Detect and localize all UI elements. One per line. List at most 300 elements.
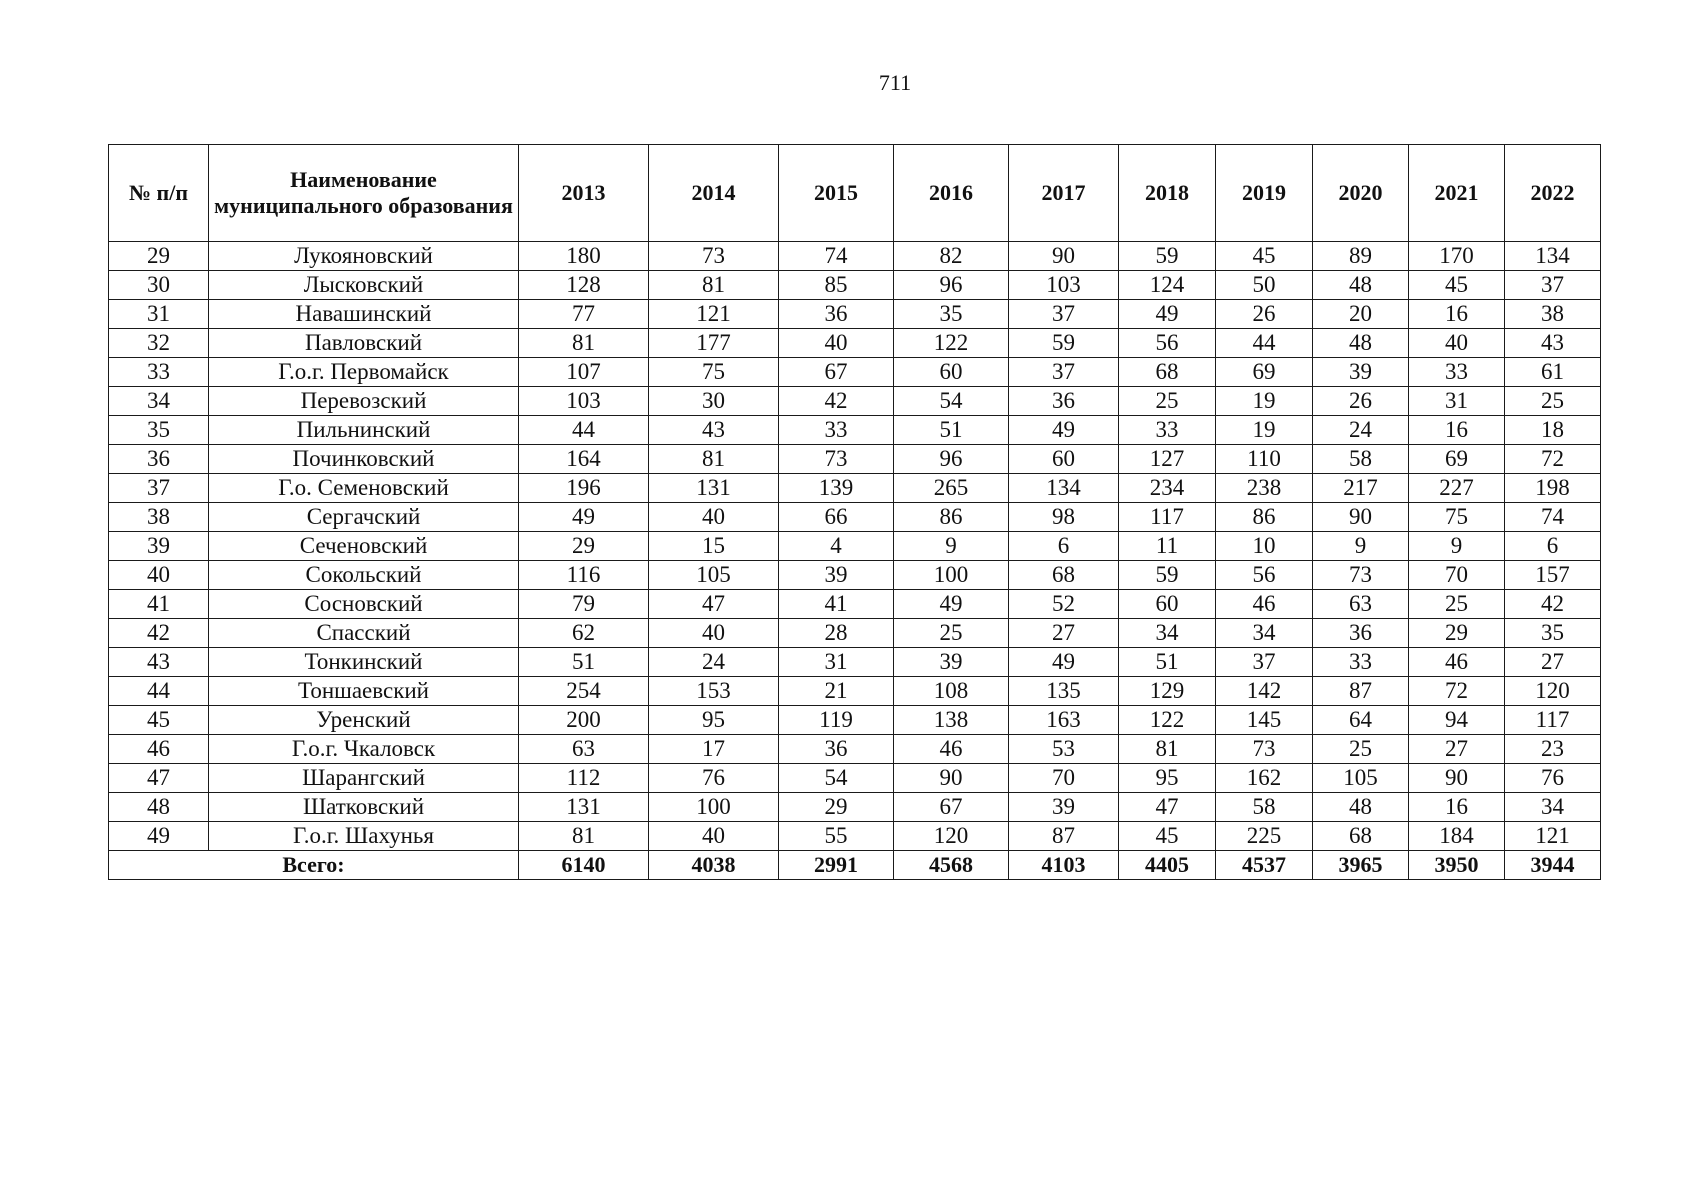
value-cell: 18 [1505, 416, 1601, 445]
value-cell: 120 [1505, 677, 1601, 706]
header-year: 2022 [1505, 145, 1601, 242]
value-cell: 70 [1409, 561, 1505, 590]
value-cell: 170 [1409, 242, 1505, 271]
value-cell: 127 [1119, 445, 1216, 474]
value-cell: 48 [1313, 271, 1409, 300]
total-value-cell: 4405 [1119, 851, 1216, 880]
value-cell: 86 [894, 503, 1009, 532]
municipality-name-cell: Сосновский [209, 590, 519, 619]
table-row [109, 590, 1601, 619]
value-cell: 110 [1216, 445, 1313, 474]
value-cell: 196 [519, 474, 649, 503]
value-cell: 81 [649, 271, 779, 300]
value-cell: 107 [519, 358, 649, 387]
value-cell: 75 [1409, 503, 1505, 532]
table-row [109, 677, 1601, 706]
municipality-name-cell: Лукояновский [209, 242, 519, 271]
value-cell: 36 [779, 300, 894, 329]
total-value-cell: 6140 [519, 851, 649, 880]
value-cell: 72 [1409, 677, 1505, 706]
value-cell: 142 [1216, 677, 1313, 706]
municipality-name-cell: Г.о.г. Чкаловск [209, 735, 519, 764]
table-row [109, 271, 1601, 300]
value-cell: 52 [1009, 590, 1119, 619]
value-cell: 33 [1409, 358, 1505, 387]
value-cell: 89 [1313, 242, 1409, 271]
value-cell: 105 [649, 561, 779, 590]
value-cell: 135 [1009, 677, 1119, 706]
value-cell: 70 [1009, 764, 1119, 793]
value-cell: 34 [1119, 619, 1216, 648]
value-cell: 66 [779, 503, 894, 532]
value-cell: 157 [1505, 561, 1601, 590]
value-cell: 100 [649, 793, 779, 822]
municipality-name-cell: Г.о. Семеновский [209, 474, 519, 503]
row-number-cell: 40 [109, 561, 209, 590]
municipality-name-cell: Тонкинский [209, 648, 519, 677]
value-cell: 9 [894, 532, 1009, 561]
value-cell: 29 [1409, 619, 1505, 648]
value-cell: 254 [519, 677, 649, 706]
value-cell: 37 [1216, 648, 1313, 677]
row-number-cell: 39 [109, 532, 209, 561]
value-cell: 45 [1216, 242, 1313, 271]
total-value-cell: 3944 [1505, 851, 1601, 880]
row-number-cell: 30 [109, 271, 209, 300]
value-cell: 35 [894, 300, 1009, 329]
value-cell: 51 [1119, 648, 1216, 677]
value-cell: 72 [1505, 445, 1601, 474]
value-cell: 73 [779, 445, 894, 474]
municipality-name-cell: Перевозский [209, 387, 519, 416]
value-cell: 27 [1505, 648, 1601, 677]
value-cell: 98 [1009, 503, 1119, 532]
municipality-name-cell: Лысковский [209, 271, 519, 300]
municipality-name-cell: Тоншаевский [209, 677, 519, 706]
value-cell: 60 [894, 358, 1009, 387]
row-number-cell: 29 [109, 242, 209, 271]
table-header [109, 145, 1601, 242]
value-cell: 44 [1216, 329, 1313, 358]
value-cell: 33 [1313, 648, 1409, 677]
municipality-name-cell: Спасский [209, 619, 519, 648]
row-number-cell: 32 [109, 329, 209, 358]
value-cell: 33 [1119, 416, 1216, 445]
value-cell: 39 [779, 561, 894, 590]
value-cell: 9 [1409, 532, 1505, 561]
value-cell: 6 [1505, 532, 1601, 561]
value-cell: 96 [894, 271, 1009, 300]
value-cell: 73 [1216, 735, 1313, 764]
row-number-cell: 48 [109, 793, 209, 822]
value-cell: 124 [1119, 271, 1216, 300]
value-cell: 103 [1009, 271, 1119, 300]
municipality-name-cell: Павловский [209, 329, 519, 358]
value-cell: 198 [1505, 474, 1601, 503]
value-cell: 121 [1505, 822, 1601, 851]
value-cell: 153 [649, 677, 779, 706]
value-cell: 59 [1009, 329, 1119, 358]
value-cell: 81 [519, 329, 649, 358]
value-cell: 58 [1313, 445, 1409, 474]
table-footer [109, 851, 1601, 880]
value-cell: 16 [1409, 300, 1505, 329]
value-cell: 48 [1313, 329, 1409, 358]
value-cell: 90 [1313, 503, 1409, 532]
table-row [109, 706, 1601, 735]
total-value-cell: 2991 [779, 851, 894, 880]
municipality-name-cell: Г.о.г. Шахунья [209, 822, 519, 851]
value-cell: 26 [1313, 387, 1409, 416]
value-cell: 49 [519, 503, 649, 532]
value-cell: 43 [1505, 329, 1601, 358]
row-number-cell: 41 [109, 590, 209, 619]
table-row [109, 764, 1601, 793]
value-cell: 90 [894, 764, 1009, 793]
value-cell: 40 [779, 329, 894, 358]
header-row [109, 145, 1601, 242]
value-cell: 36 [1009, 387, 1119, 416]
value-cell: 217 [1313, 474, 1409, 503]
value-cell: 122 [1119, 706, 1216, 735]
value-cell: 6 [1009, 532, 1119, 561]
value-cell: 26 [1216, 300, 1313, 329]
table-row [109, 416, 1601, 445]
value-cell: 120 [894, 822, 1009, 851]
table-row [109, 503, 1601, 532]
value-cell: 25 [1409, 590, 1505, 619]
municipality-name-cell: Уренский [209, 706, 519, 735]
table-row [109, 735, 1601, 764]
value-cell: 34 [1216, 619, 1313, 648]
value-cell: 87 [1313, 677, 1409, 706]
value-cell: 225 [1216, 822, 1313, 851]
value-cell: 77 [519, 300, 649, 329]
value-cell: 45 [1409, 271, 1505, 300]
value-cell: 53 [1009, 735, 1119, 764]
value-cell: 200 [519, 706, 649, 735]
value-cell: 31 [1409, 387, 1505, 416]
value-cell: 28 [779, 619, 894, 648]
value-cell: 164 [519, 445, 649, 474]
value-cell: 10 [1216, 532, 1313, 561]
value-cell: 20 [1313, 300, 1409, 329]
row-number-cell: 42 [109, 619, 209, 648]
row-number-cell: 43 [109, 648, 209, 677]
value-cell: 79 [519, 590, 649, 619]
value-cell: 59 [1119, 242, 1216, 271]
value-cell: 31 [779, 648, 894, 677]
value-cell: 131 [649, 474, 779, 503]
value-cell: 69 [1409, 445, 1505, 474]
value-cell: 129 [1119, 677, 1216, 706]
table-row [109, 793, 1601, 822]
value-cell: 9 [1313, 532, 1409, 561]
value-cell: 76 [1505, 764, 1601, 793]
value-cell: 82 [894, 242, 1009, 271]
table-row [109, 242, 1601, 271]
value-cell: 121 [649, 300, 779, 329]
value-cell: 180 [519, 242, 649, 271]
value-cell: 51 [894, 416, 1009, 445]
value-cell: 25 [894, 619, 1009, 648]
municipality-name-cell: Пильнинский [209, 416, 519, 445]
value-cell: 25 [1313, 735, 1409, 764]
value-cell: 34 [1505, 793, 1601, 822]
value-cell: 162 [1216, 764, 1313, 793]
value-cell: 25 [1505, 387, 1601, 416]
table-row [109, 561, 1601, 590]
value-cell: 16 [1409, 793, 1505, 822]
value-cell: 40 [1409, 329, 1505, 358]
value-cell: 24 [649, 648, 779, 677]
value-cell: 90 [1409, 764, 1505, 793]
row-number-cell: 37 [109, 474, 209, 503]
row-number-cell: 31 [109, 300, 209, 329]
value-cell: 134 [1505, 242, 1601, 271]
value-cell: 108 [894, 677, 1009, 706]
value-cell: 16 [1409, 416, 1505, 445]
value-cell: 117 [1505, 706, 1601, 735]
row-number-cell: 35 [109, 416, 209, 445]
value-cell: 227 [1409, 474, 1505, 503]
value-cell: 69 [1216, 358, 1313, 387]
value-cell: 95 [1119, 764, 1216, 793]
municipality-name-cell: Шатковский [209, 793, 519, 822]
value-cell: 44 [519, 416, 649, 445]
row-number-cell: 49 [109, 822, 209, 851]
value-cell: 46 [1409, 648, 1505, 677]
value-cell: 73 [649, 242, 779, 271]
value-cell: 68 [1119, 358, 1216, 387]
total-value-cell: 4537 [1216, 851, 1313, 880]
value-cell: 37 [1009, 358, 1119, 387]
value-cell: 56 [1216, 561, 1313, 590]
value-cell: 39 [1009, 793, 1119, 822]
value-cell: 30 [649, 387, 779, 416]
table-row [109, 300, 1601, 329]
value-cell: 40 [649, 619, 779, 648]
value-cell: 11 [1119, 532, 1216, 561]
value-cell: 19 [1216, 416, 1313, 445]
value-cell: 238 [1216, 474, 1313, 503]
value-cell: 122 [894, 329, 1009, 358]
value-cell: 35 [1505, 619, 1601, 648]
value-cell: 119 [779, 706, 894, 735]
value-cell: 42 [1505, 590, 1601, 619]
value-cell: 4 [779, 532, 894, 561]
header-year: 2021 [1409, 145, 1505, 242]
value-cell: 67 [894, 793, 1009, 822]
value-cell: 62 [519, 619, 649, 648]
table-row [109, 619, 1601, 648]
value-cell: 81 [519, 822, 649, 851]
row-number-cell: 44 [109, 677, 209, 706]
value-cell: 94 [1409, 706, 1505, 735]
value-cell: 234 [1119, 474, 1216, 503]
header-year: 2013 [519, 145, 649, 242]
row-number-cell: 45 [109, 706, 209, 735]
value-cell: 64 [1313, 706, 1409, 735]
value-cell: 117 [1119, 503, 1216, 532]
value-cell: 50 [1216, 271, 1313, 300]
header-year: 2018 [1119, 145, 1216, 242]
value-cell: 51 [519, 648, 649, 677]
municipality-name-cell: Сеченовский [209, 532, 519, 561]
table-body [109, 242, 1601, 851]
value-cell: 139 [779, 474, 894, 503]
header-name: Наименование муниципального образования [209, 145, 519, 242]
value-cell: 60 [1119, 590, 1216, 619]
value-cell: 96 [894, 445, 1009, 474]
value-cell: 74 [1505, 503, 1601, 532]
value-cell: 184 [1409, 822, 1505, 851]
value-cell: 46 [1216, 590, 1313, 619]
row-number-cell: 34 [109, 387, 209, 416]
value-cell: 131 [519, 793, 649, 822]
value-cell: 49 [1009, 416, 1119, 445]
table-row [109, 822, 1601, 851]
value-cell: 15 [649, 532, 779, 561]
value-cell: 61 [1505, 358, 1601, 387]
value-cell: 49 [1009, 648, 1119, 677]
municipality-name-cell: Шарангский [209, 764, 519, 793]
value-cell: 68 [1313, 822, 1409, 851]
table-row [109, 474, 1601, 503]
total-row [109, 851, 1601, 880]
value-cell: 73 [1313, 561, 1409, 590]
value-cell: 58 [1216, 793, 1313, 822]
header-year: 2014 [649, 145, 779, 242]
header-year: 2019 [1216, 145, 1313, 242]
value-cell: 68 [1009, 561, 1119, 590]
row-number-cell: 33 [109, 358, 209, 387]
value-cell: 100 [894, 561, 1009, 590]
value-cell: 85 [779, 271, 894, 300]
value-cell: 19 [1216, 387, 1313, 416]
value-cell: 27 [1409, 735, 1505, 764]
value-cell: 56 [1119, 329, 1216, 358]
value-cell: 45 [1119, 822, 1216, 851]
value-cell: 36 [1313, 619, 1409, 648]
total-value-cell: 3950 [1409, 851, 1505, 880]
value-cell: 23 [1505, 735, 1601, 764]
value-cell: 39 [1313, 358, 1409, 387]
value-cell: 21 [779, 677, 894, 706]
value-cell: 145 [1216, 706, 1313, 735]
value-cell: 43 [649, 416, 779, 445]
municipality-name-cell: Сергачский [209, 503, 519, 532]
value-cell: 40 [649, 503, 779, 532]
value-cell: 128 [519, 271, 649, 300]
value-cell: 265 [894, 474, 1009, 503]
value-cell: 63 [519, 735, 649, 764]
value-cell: 24 [1313, 416, 1409, 445]
value-cell: 87 [1009, 822, 1119, 851]
value-cell: 74 [779, 242, 894, 271]
municipal-data-table [108, 144, 1601, 880]
value-cell: 49 [1119, 300, 1216, 329]
value-cell: 112 [519, 764, 649, 793]
table-row [109, 387, 1601, 416]
total-label-cell: Всего: [109, 851, 519, 880]
header-year: 2016 [894, 145, 1009, 242]
value-cell: 63 [1313, 590, 1409, 619]
header-number: № п/п [109, 145, 209, 242]
header-year: 2017 [1009, 145, 1119, 242]
header-year: 2015 [779, 145, 894, 242]
total-value-cell: 4568 [894, 851, 1009, 880]
table-row [109, 358, 1601, 387]
row-number-cell: 46 [109, 735, 209, 764]
value-cell: 29 [779, 793, 894, 822]
value-cell: 47 [649, 590, 779, 619]
page-number: 711 [878, 70, 912, 95]
row-number-cell: 47 [109, 764, 209, 793]
municipality-name-cell: Починковский [209, 445, 519, 474]
row-number-cell: 36 [109, 445, 209, 474]
value-cell: 134 [1009, 474, 1119, 503]
value-cell: 49 [894, 590, 1009, 619]
value-cell: 59 [1119, 561, 1216, 590]
value-cell: 76 [649, 764, 779, 793]
total-value-cell: 4038 [649, 851, 779, 880]
value-cell: 41 [779, 590, 894, 619]
value-cell: 33 [779, 416, 894, 445]
value-cell: 60 [1009, 445, 1119, 474]
value-cell: 67 [779, 358, 894, 387]
value-cell: 138 [894, 706, 1009, 735]
value-cell: 81 [649, 445, 779, 474]
value-cell: 86 [1216, 503, 1313, 532]
value-cell: 55 [779, 822, 894, 851]
value-cell: 81 [1119, 735, 1216, 764]
value-cell: 163 [1009, 706, 1119, 735]
value-cell: 95 [649, 706, 779, 735]
value-cell: 116 [519, 561, 649, 590]
row-number-cell: 38 [109, 503, 209, 532]
value-cell: 39 [894, 648, 1009, 677]
value-cell: 17 [649, 735, 779, 764]
total-value-cell: 3965 [1313, 851, 1409, 880]
total-value-cell: 4103 [1009, 851, 1119, 880]
table-row [109, 532, 1601, 561]
value-cell: 103 [519, 387, 649, 416]
table-row [109, 329, 1601, 358]
table-row [109, 648, 1601, 677]
value-cell: 38 [1505, 300, 1601, 329]
municipality-name-cell: Г.о.г. Первомайск [209, 358, 519, 387]
value-cell: 36 [779, 735, 894, 764]
value-cell: 42 [779, 387, 894, 416]
value-cell: 47 [1119, 793, 1216, 822]
value-cell: 27 [1009, 619, 1119, 648]
value-cell: 75 [649, 358, 779, 387]
value-cell: 48 [1313, 793, 1409, 822]
municipality-name-cell: Навашинский [209, 300, 519, 329]
header-year: 2020 [1313, 145, 1409, 242]
value-cell: 90 [1009, 242, 1119, 271]
value-cell: 177 [649, 329, 779, 358]
table-row [109, 445, 1601, 474]
value-cell: 37 [1009, 300, 1119, 329]
value-cell: 37 [1505, 271, 1601, 300]
value-cell: 105 [1313, 764, 1409, 793]
value-cell: 54 [779, 764, 894, 793]
municipality-name-cell: Сокольский [209, 561, 519, 590]
value-cell: 54 [894, 387, 1009, 416]
value-cell: 29 [519, 532, 649, 561]
